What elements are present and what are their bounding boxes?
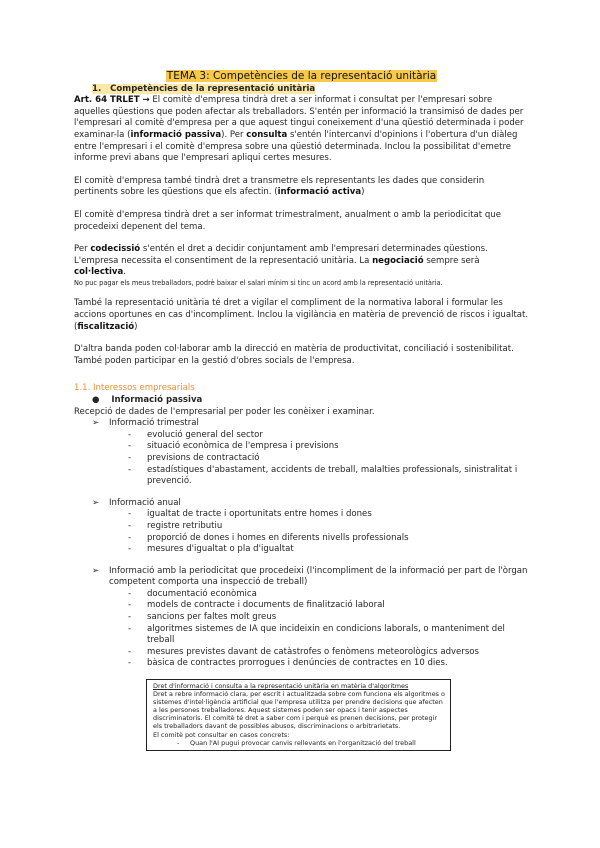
term-consulta: consulta bbox=[246, 129, 288, 140]
list-item bbox=[128, 533, 529, 545]
dash-icon: - bbox=[128, 600, 132, 611]
list-item bbox=[128, 441, 529, 453]
list-item bbox=[128, 647, 529, 659]
list-item bbox=[128, 521, 529, 533]
info-groups bbox=[74, 418, 529, 670]
page-title: TEMA 3: Competències de la representació unitària bbox=[166, 70, 437, 82]
term-informacio-activa: informació activa bbox=[277, 187, 362, 198]
bullet-heading bbox=[92, 395, 529, 407]
group-list bbox=[128, 430, 529, 488]
text-run: El comitè d'empresa també tindrà dret a transmetre els representants les dades que considerin pertinents sobre les qüestions que els afectin. ( bbox=[74, 175, 485, 198]
arrow-icon: ➢ bbox=[92, 418, 100, 429]
list-item-text: estadístiques d'abastament, accidents de treball, malalties professionals, sinistralitat i prevenció. bbox=[147, 464, 518, 487]
dash-icon: - bbox=[128, 452, 132, 463]
box-list-item bbox=[177, 739, 445, 747]
arrow-icon: ➢ bbox=[92, 497, 100, 508]
text-run: ) bbox=[134, 321, 138, 332]
info-group bbox=[74, 498, 529, 556]
subsection-heading: 1.1. Interessos empresarials bbox=[74, 383, 195, 394]
text-run: s'entén el dret a decidir conjuntament amb l'empresari determinades qüestions. L'empresa necessita el consentiment de la representació unitària. La bbox=[74, 244, 488, 266]
list-item-text: previsions de contractació bbox=[147, 452, 260, 463]
list-item-text: proporció de dones i homes en diferents nivells professionals bbox=[147, 532, 409, 543]
text-run: sempre serà bbox=[423, 255, 480, 266]
list-item-text: bàsica de contractes prorrogues i denúncies de contractes en 10 dies. bbox=[147, 658, 448, 669]
title-wrap bbox=[74, 70, 529, 84]
list-item bbox=[128, 600, 529, 612]
dash-icon: - bbox=[128, 532, 132, 543]
bullet-icon: ● bbox=[92, 394, 100, 405]
dash-icon: - bbox=[128, 441, 132, 452]
term-informacio-passiva: informació passiva bbox=[130, 129, 222, 140]
dash-icon: - bbox=[128, 658, 132, 669]
intro-text: Recepció de dades de l'empresarial per poder les conèixer i examinar. bbox=[74, 406, 375, 417]
text-run: Per bbox=[74, 244, 91, 255]
box-body: Dret a rebre informació clara, per escrit i actualitzada sobre com funciona els algoritmes o sistemes d'intel·ligència artificial que l'empresa utilitza per prendre decisions que afecten a les persones treballadores. Aquest sistemes poden ser opacs i tenir aspectes discriminatoris. El comitè té dret a saber com i perquè es prenen decisions, per protegir els treballadors davant de possibles abusos, discriminacions o arbitrarietats. bbox=[153, 690, 445, 731]
text-run: ) bbox=[361, 187, 365, 198]
group-title: Informació anual bbox=[109, 497, 181, 508]
list-item bbox=[128, 624, 529, 647]
paragraph-art64 bbox=[74, 95, 529, 165]
dash-icon: - bbox=[128, 429, 132, 440]
group-heading bbox=[92, 566, 529, 589]
section-number: 1. bbox=[92, 83, 102, 94]
list-item bbox=[128, 465, 529, 488]
dash-icon: - bbox=[128, 612, 132, 623]
info-group bbox=[74, 418, 529, 488]
list-item-text: algoritmes sistemes de IA que incideixin en condicions laborals, o manteniment del treball bbox=[147, 623, 505, 646]
group-title: Informació amb la periodicitat que procedeixi (l'incompliment de la informació per part de l'òrgan competent comporta una inspecció de treball) bbox=[109, 565, 528, 588]
group-title: Informació trimestral bbox=[109, 418, 199, 429]
box-item-text: Quan l'AI pugui provocar canvis rellevants en l'organització del treball bbox=[190, 738, 416, 747]
term-negociacio: negociació bbox=[372, 255, 424, 266]
dash-icon: - bbox=[128, 520, 132, 531]
list-item bbox=[128, 589, 529, 601]
list-item-text: igualtat de tracte i oportunitats entre homes i dones bbox=[147, 509, 372, 520]
dash-icon: - bbox=[177, 738, 180, 747]
group-list bbox=[128, 589, 529, 670]
text-run: També la representació unitària té dret a vigilar el compliment de la normativa laboral i formular les accions oportunes en cas d'incompliment. Inclou la vigilància en matèria de prevenció de riscos i igualtat. ( bbox=[74, 298, 529, 332]
dash-icon: - bbox=[128, 509, 132, 520]
list-item bbox=[128, 430, 529, 442]
paragraph-informacio-activa bbox=[74, 176, 529, 199]
list-item bbox=[128, 544, 529, 556]
text-run: El comitè d'empresa tindrà dret a ser informat i consultat per l'empresari sobre aquelles qüestions que poden afectar als treballadors. S'entén per informació la transimisó de dades per l'empresari al comitè d'empresa per a que aquest tingui coneixement d'una qüestió determinada i poder examinar-la ( bbox=[74, 95, 524, 140]
list-item-text: sancions per faltes molt greus bbox=[147, 612, 277, 623]
dash-icon: - bbox=[128, 623, 132, 634]
section-heading bbox=[92, 84, 529, 96]
term-collectiva: col·lectiva bbox=[74, 267, 124, 278]
text-run: . bbox=[123, 267, 126, 278]
term-fiscalitzacio: fiscalització bbox=[77, 321, 135, 332]
text-run: s'entén l'intercanvi d'opinions i l'obertura d'un diàleg entre l'empresari i el comitè d'empresa sobre una qüestió determinada. Inclou la possibilitat d'emetre informe previ abans que l'empresari apliqui certes mesures. bbox=[74, 129, 518, 164]
list-item-text: mesures d'igualtat o pla d'igualtat bbox=[147, 544, 294, 555]
bullet-heading-label: Informació passiva bbox=[111, 394, 203, 405]
list-item bbox=[128, 612, 529, 624]
document-body bbox=[74, 70, 529, 670]
list-item bbox=[128, 453, 529, 465]
list-item-text: models de contracte i documents de finalització laboral bbox=[147, 600, 385, 611]
group-heading bbox=[92, 498, 529, 510]
dash-icon: - bbox=[128, 588, 132, 599]
dash-icon: - bbox=[128, 544, 132, 555]
dash-icon: - bbox=[128, 464, 132, 475]
list-item-text: documentació econòmica bbox=[147, 588, 257, 599]
list-item-text: mesures previstes davant de catàstrofes o fenòmens meteorològics adversos bbox=[147, 646, 479, 657]
box-title: Dret d'informació i consulta a la representació unitària en matèria d'algoritmes bbox=[153, 682, 409, 690]
list-item bbox=[128, 658, 529, 670]
list-item-text: situació econòmica de l'empresa i previsions bbox=[147, 441, 339, 452]
paragraph-codecissio bbox=[74, 244, 529, 279]
group-list bbox=[128, 509, 529, 555]
article-ref: Art. 64 TRLET → bbox=[74, 95, 150, 106]
list-item bbox=[128, 509, 529, 521]
section-label: Competències de la representació unitària bbox=[110, 83, 316, 94]
paragraph-periodicitat: El comitè d'empresa tindrà dret a ser informat trimestralment, anualment o amb la periodicitat que procedeixi depenent del tema. bbox=[74, 209, 501, 232]
list-item-text: registre retributiu bbox=[147, 520, 223, 531]
group-heading bbox=[92, 418, 529, 430]
dash-icon: - bbox=[128, 646, 132, 657]
list-item-text: evolució general del sector bbox=[147, 429, 263, 440]
algorithm-info-box bbox=[146, 679, 451, 751]
box-consult: El comitè pot consultar en casos concrets: bbox=[153, 730, 290, 739]
info-group bbox=[74, 566, 529, 670]
note-small: No puc pagar els meus treballadors, podrè baixar el salari mínim si tinc un acord amb la representació unitària. bbox=[74, 278, 443, 287]
text-run: ). Per bbox=[221, 129, 247, 140]
arrow-icon: ➢ bbox=[92, 565, 100, 576]
paragraph-collaboracio: D'altra banda poden col·laborar amb la direcció en matèria de productivitat, conciliació i sostenibilitat. També poden participar en la gestió d'obres socials de l'empresa. bbox=[74, 344, 514, 366]
paragraph-fiscalitzacio bbox=[74, 298, 529, 333]
term-codecissio: codecissió bbox=[90, 244, 141, 255]
